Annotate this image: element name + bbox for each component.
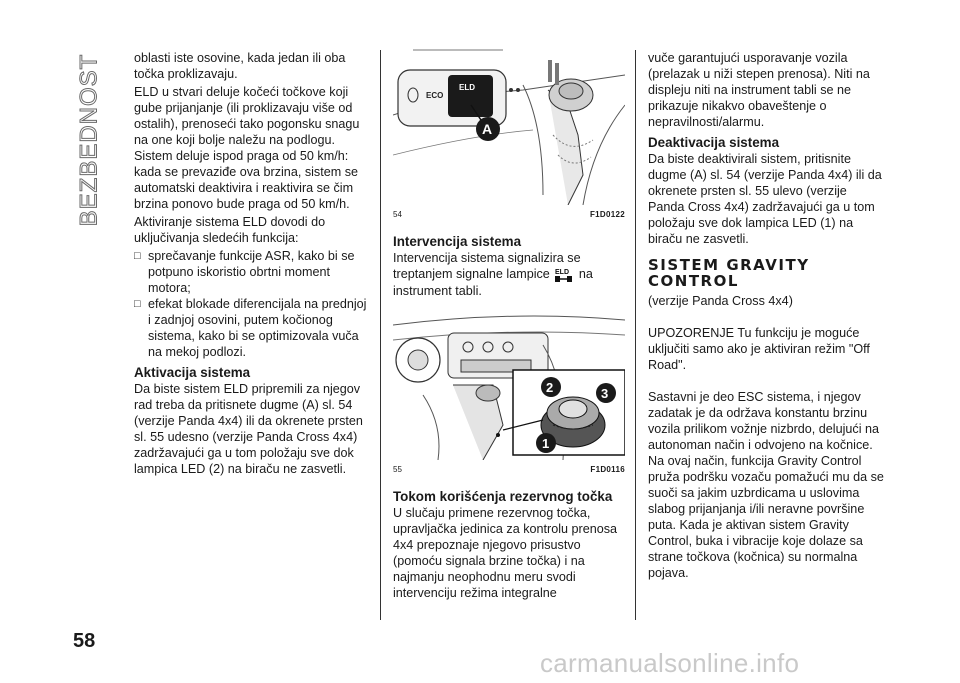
paragraph: Intervencija sistema signalizira se treptanjem signalne lampice ELD na instrument tabli. [393,251,593,298]
figure-54-caption [393,207,625,223]
label-a: A [482,121,493,137]
checkbox-icon: □ [134,298,141,310]
column-3 [648,50,884,583]
warning-paragraph: UPOZORENJE Tu funkciju je moguće uključiti samo ako je aktiviran režim "Off Road". [648,326,870,372]
paragraph: Da biste sistem ELD pripremili za njegov rad treba da pritisnete dugme (A) sl. 54 (verzije Panda 4x4) ili da okrenete prsten sl. 55 udesno (verzije Panda Cross 4x4) zadržavajući ga u tom položaju sve dok lampica LED (2) na biraču ne zasvetli. [134,382,363,476]
column-1 [134,50,370,479]
paragraph: Sastavni je deo ESC sistema, i njegov zadatak je da održava konstantu brzinu vozila prilikom vožnje nizbrdo, delujući na autonoman način i odvojeno na kočnice. Na ovaj način, funkcija Gravity Control pruža podršku vozaču pomažući mu da se suoči sa jakim uzbrdicama u uslovima slabog prijanjanja i/ili neravne površine puta. Kada je aktivan sistem Gravity Control, buka i vibracije koje dolaze sa strane točkova (kočnica) su normalna pojava. [648,390,884,580]
watermark: carmanualsonline.info [540,648,800,678]
paragraph: U slučaju primene rezervnog točka, upravljačka jedinica za kontrolu prenosa 4x4 prepoznaje njegovo prisustvo (pomoću signala brzine točka) i na najmanju neophodnu meru svodi intervenciju režima integralne [393,505,618,600]
figure-54 [393,45,625,205]
spacer [648,375,884,389]
svg-text:ELD: ELD [555,268,570,276]
heading-intervention: Intervencija sistema [393,234,522,249]
figure-code: F1D0116 [590,464,625,474]
figure-number: 54 [393,210,402,219]
heading-spare-wheel: Tokom korišćenja rezervnog točka [393,488,613,504]
column-2 [393,50,625,603]
paragraph: ELD u stvari deluje kočeći točkove koji gube prijanjanje (ili proklizavaju više od ostalih), prenoseći tako pogonsku snagu na one koji bolje naležu na podlogu. Sistem deluje ispod praga od 50 km/h: kada se prevaziđe ova brzina, sistem se automatski deaktivira i reaktivira se čim brzina ponovo bude praga od 50 km/h. [134,85,360,211]
label-eco: ECO [426,91,444,100]
heading-gravity-control: SISTEM GRAVITY CONTROL [648,256,810,290]
paragraph: vuče garantujući usporavanje vozila (prelazak u niži stepen prenosa). Niti na displeju niti na instrument tabli se ne prikazuje nikakvo obaveštenje o nepravilnosti/alarmu. [648,51,870,129]
paragraph: Da biste deaktivirali sistem, pritisnite dugme (A) sl. 54 (verzije Panda 4x4) ili da okrenete prsten sl. 55 ulevo (verzije Panda Cross 4x4) zadržavajući ga u tom položaju sve dok lampica LED (1) na biraču ne zasvetli. [648,152,882,246]
heading-activation: Aktivacija sistema [134,365,251,380]
figure-number: 55 [393,464,402,474]
paragraph: oblasti iste osovine, kada jedan ili oba točka proklizavaju. [134,51,346,81]
bullet-item: □ sprečavanje funkcije ASR, kako bi se potpuno iskoristio obrtni moment motora; [134,249,355,295]
bullet-item: □ efekat blokade diferencijala na prednjoj i zadnjoj osovini, putem kočionog sistema, kako bi se optimizovala vuča na mekoj podlozi. [134,297,367,359]
column-divider-right [635,50,636,620]
gravity-selector-illustration [393,305,625,460]
figure-55 [393,305,625,460]
paragraph: (verzije Panda Cross 4x4) [648,294,793,308]
checkbox-icon: □ [134,250,141,262]
figure-55-caption [393,462,625,478]
eld-warning-icon [553,267,575,283]
eld-button-illustration [393,45,625,205]
label-eld: ELD [459,83,475,92]
label-2: 2 [546,379,554,395]
page-number: 58 [73,630,96,652]
figure-code: F1D0122 [589,210,625,219]
spacer [648,311,884,325]
label-3: 3 [601,385,609,401]
label-1: 1 [542,435,550,451]
column-divider-left [380,50,381,620]
section-title: BEZBEDNOST [75,53,103,227]
heading-deactivation: Deaktivacija sistema [648,135,780,150]
paragraph: Aktiviranje sistema ELD dovodi do uključivanja sledećih funkcija: [134,215,326,245]
